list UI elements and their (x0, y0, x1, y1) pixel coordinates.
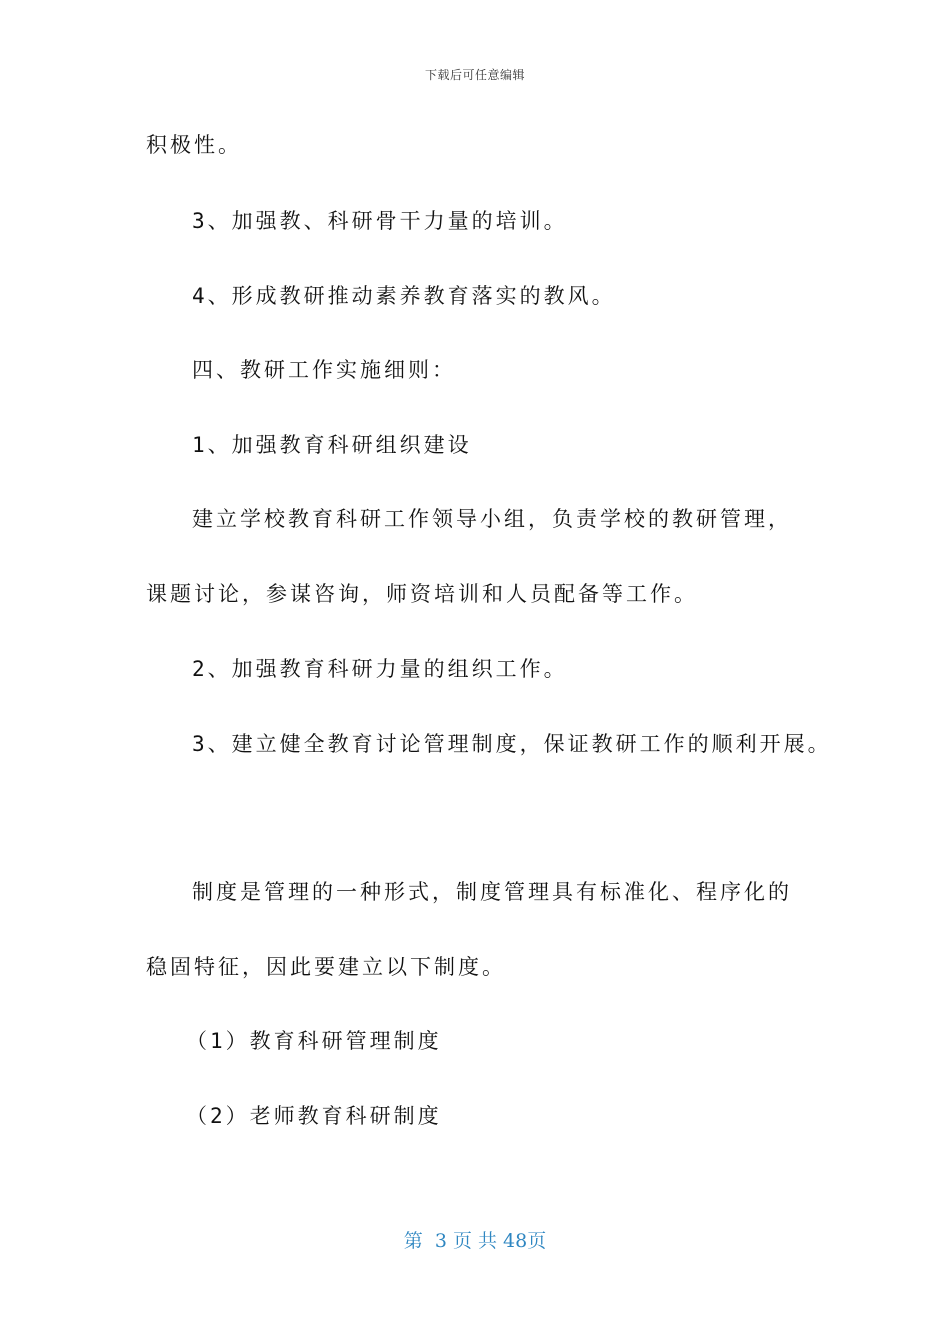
list-item: （1）教育科研管理制度 (186, 1029, 442, 1053)
paragraph-line: 4、形成教研推动素养教育落实的教风。 (192, 284, 616, 308)
page-header: 下载后可任意编辑 (424, 68, 525, 82)
section-heading: 四、教研工作实施细则： (192, 358, 456, 382)
subsection-heading: 2、加强教育科研力量的组织工作。 (192, 657, 568, 681)
paragraph-line: 3、加强教、科研骨干力量的培训。 (192, 209, 568, 233)
page-number-footer: 第 3 页 共 48页 (403, 1230, 547, 1252)
subsection-heading: 1、加强教育科研组织建设 (192, 433, 472, 457)
paragraph-line: 稳固特征，因此要建立以下制度。 (146, 955, 506, 979)
paragraph-line: 积极性。 (146, 133, 242, 157)
paragraph-line: 课题讨论，参谋咨询，师资培训和人员配备等工作。 (146, 582, 698, 606)
list-item: （2）老师教育科研制度 (186, 1104, 442, 1128)
paragraph-line: 制度是管理的一种形式，制度管理具有标准化、程序化的 (192, 880, 792, 904)
paragraph-line: 建立学校教育科研工作领导小组，负责学校的教研管理， (192, 507, 792, 531)
subsection-heading: 3、建立健全教育讨论管理制度，保证教研工作的顺利开展。 (192, 732, 832, 756)
